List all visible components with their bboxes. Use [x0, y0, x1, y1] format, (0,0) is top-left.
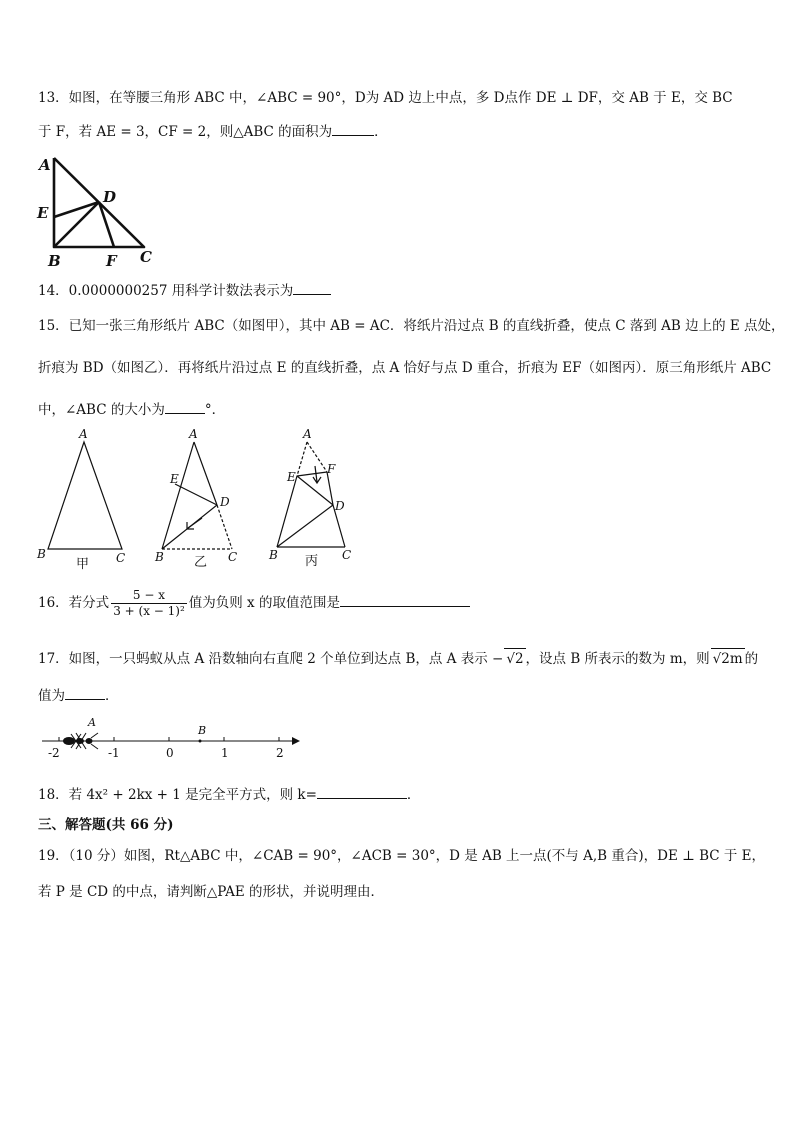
q17-line2-text: 值为	[38, 688, 65, 704]
label-e: E	[287, 470, 296, 484]
section-heading: 三、解答题(共 66 分)	[38, 817, 174, 833]
q13-line1: 13．如图，在等腰三角形 ABC 中，∠ABC = 90°，D为 AD 边上中点，多 D点作 DE ⊥ DF，交 AB 于 E，交 BC	[38, 90, 733, 106]
q15-line3-text: 中，∠ABC 的大小为	[38, 402, 165, 418]
answer-blank-13	[332, 122, 374, 136]
q15-figure-yi	[150, 428, 250, 574]
label-c: C	[116, 551, 126, 565]
label-c: C	[342, 548, 352, 562]
fraction-numerator: 5 − x	[111, 588, 187, 604]
q15-line3-end: °．	[204, 402, 226, 418]
q13-line2	[38, 122, 388, 142]
label-d: D	[103, 188, 117, 206]
tick-label-neg1: -1	[108, 746, 120, 760]
label-b: B	[269, 548, 278, 562]
triangle-jia	[48, 442, 122, 549]
q18-end: ．	[406, 787, 421, 803]
q14-text: 14．0.0000000257 用科学计数法表示为	[38, 283, 294, 299]
q19-line2: 若 P 是 CD 的中点，请判断△PAE 的形状，并说明理由．	[38, 884, 385, 900]
answer-blank-14	[293, 281, 331, 295]
q15-line3	[38, 400, 225, 420]
q16-line	[38, 586, 470, 620]
label-c: C	[228, 550, 238, 564]
answer-blank-17	[65, 686, 105, 700]
caption-jia: 甲	[76, 557, 90, 572]
q13-line2-end: ．	[374, 124, 388, 140]
label-a: A	[39, 156, 51, 174]
fraction-denominator: 3 + (x − 1)²	[113, 604, 185, 618]
label-b: B	[155, 550, 164, 564]
label-d: D	[220, 495, 230, 509]
q17-text-b: ，设点 B 所表示的数为 m，则	[525, 651, 710, 667]
q13-line2-text: 于 F，若 AE = 3，CF = 2，则△ABC 的面积为	[38, 124, 333, 140]
label-d: D	[335, 499, 345, 513]
sqrt-value-2: 2m	[721, 651, 743, 667]
q15-figure-bing	[265, 428, 365, 574]
fold-bd	[277, 505, 333, 547]
label-a: A	[189, 428, 198, 441]
q17-line2	[38, 686, 119, 706]
side-ab	[162, 442, 194, 549]
label-b: B	[198, 724, 207, 737]
dashed-dc	[217, 505, 232, 549]
q13-figure	[34, 152, 164, 270]
caption-yi: 乙	[194, 555, 208, 570]
answer-blank-18	[317, 785, 407, 799]
fold-ef	[297, 472, 327, 476]
label-e: E	[170, 472, 179, 486]
q17-text-c: 的	[744, 651, 759, 667]
q17-line2-end: ．	[105, 688, 119, 704]
q17-text-a: 17．如图，一只蚂蚁从点 A 沿数轴向右直爬 2 个单位到达点 B，点 A 表示 −	[38, 651, 504, 667]
q16-prefix: 16．若分式	[38, 595, 110, 611]
dashed-af	[307, 442, 327, 472]
label-a: A	[79, 428, 88, 441]
tick-label-0: 0	[166, 746, 174, 760]
label-f: F	[106, 252, 117, 270]
q16-fraction	[111, 588, 187, 619]
q17-line1	[38, 648, 758, 669]
q19-line1: 19．（10 分）如图，Rt△ABC 中，∠CAB = 90°，∠ACB = 30°，D 是 AB 上一点(不与 A,B 重合)，DE ⊥ BC 于 E，	[38, 848, 766, 864]
answer-blank-16	[340, 593, 470, 607]
fold-arrow	[188, 518, 202, 528]
point-b-dot	[199, 740, 202, 743]
label-a: A	[88, 716, 96, 729]
side-eb	[277, 476, 297, 547]
label-a: A	[303, 428, 312, 441]
label-c: C	[140, 248, 152, 266]
caption-bing: 丙	[305, 554, 319, 569]
tick-label-neg2: -2	[48, 746, 60, 760]
q15-line2: 折痕为 BD（如图乙）．再将纸片沿过点 E 的直线折叠，点 A 恰好与点 D 重合，折痕为 EF（如图丙）．原三角形纸片 ABC	[38, 360, 772, 376]
segment-fd	[327, 472, 333, 505]
tick-label-1: 1	[221, 746, 229, 760]
label-e: E	[37, 204, 49, 222]
tick-label-2: 2	[276, 746, 284, 760]
label-b: B	[48, 252, 61, 270]
label-b: B	[37, 547, 46, 561]
dashed-ae	[297, 442, 307, 476]
q18-line	[38, 785, 420, 805]
q15-line1: 15．已知一张三角形纸片 ABC（如图甲），其中 AB = AC．将纸片沿过点 B 的直线折叠，使点 C 落到 AB 边上的 E 点处，	[38, 318, 785, 334]
q17-number-line	[38, 714, 306, 764]
sqrt-value: 2	[514, 651, 524, 667]
sqrt-radicand-2: √2m	[711, 648, 745, 669]
q15-figure-jia	[34, 428, 134, 574]
label-f: F	[327, 462, 336, 476]
axis-arrow-icon	[292, 737, 300, 745]
q18-text: 18．若 4x² + 2kx + 1 是完全平方式，则 k=	[38, 787, 317, 803]
q16-suffix: 值为负则 x 的取值范围是	[188, 595, 340, 611]
answer-blank-15	[165, 400, 205, 414]
sqrt-radicand: √2	[504, 648, 525, 669]
q14-line	[38, 281, 331, 301]
